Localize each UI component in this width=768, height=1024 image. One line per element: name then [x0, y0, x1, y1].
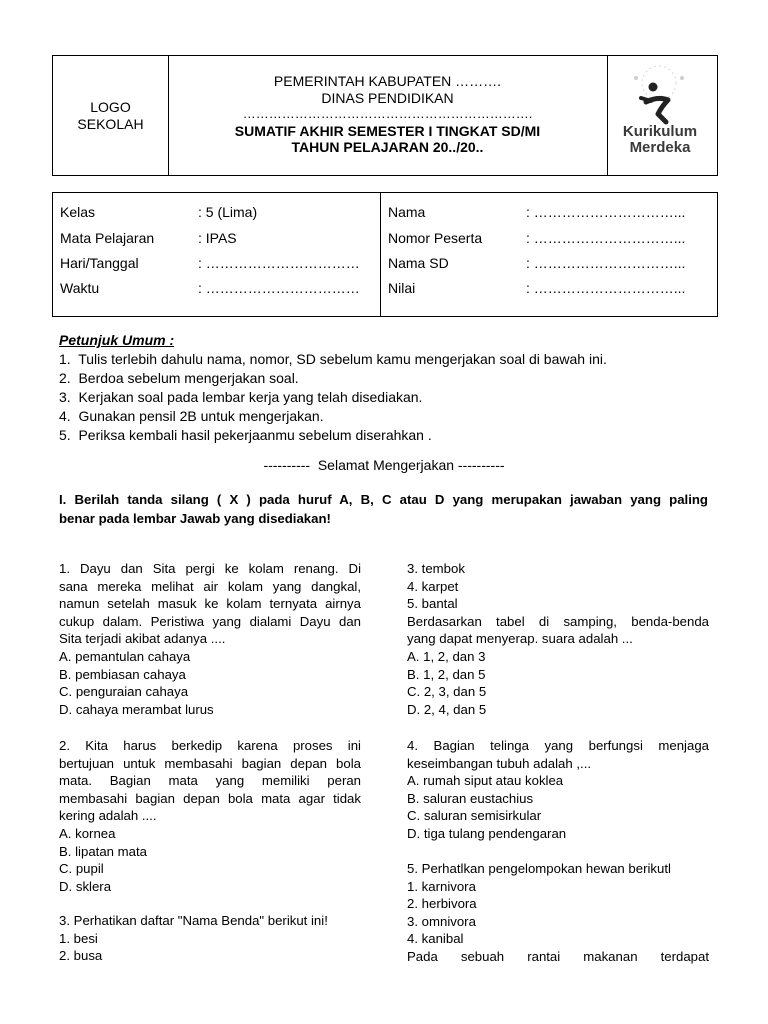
identity-label-waktu: Waktu [60, 280, 100, 296]
logo-label-line1: LOGO [90, 98, 131, 115]
dotted-line: …………………………………………………………. [242, 106, 533, 121]
q3-option-d: D. 2, 4, dan 5 [407, 701, 487, 717]
instruction-item: 1. Tulis terlebih dahulu nama, nomor, SD sebelum kamu mengerjakan soal di bawah ini. [59, 351, 607, 367]
kurikulum-merdeka-icon [608, 56, 717, 173]
header-title-block [169, 56, 606, 175]
question-3-continued [407, 560, 709, 718]
student-identity-box [52, 192, 718, 317]
q2-option-b: B. lipatan mata [59, 843, 147, 859]
q5-stem: 5. Perhatlkan pengelompokan hewan berikutl [407, 861, 671, 876]
government-line: PEMERINTAH KABUPATEN ………. [273, 73, 502, 89]
identity-label-nilai: Nilai [388, 280, 416, 296]
km-logo-word2: Merdeka [629, 139, 691, 156]
q4-line: 4. Bagian telinga yang berfungsi menjaga [407, 738, 709, 753]
question-2 [59, 737, 361, 895]
q3-option-a: A. 1, 2, dan 3 [407, 648, 486, 664]
identity-value-nilai: : …………………………... [526, 280, 686, 296]
q2-line: 2. Kita harus berkedip karena proses ini [59, 738, 361, 753]
question-5 [407, 860, 709, 966]
general-instructions [59, 331, 719, 445]
instruction-item: 2. Berdoa sebelum mengerjakan soal. [59, 370, 299, 386]
q1-line: namun setelah masuk ke kolam ternyata airnya [59, 596, 361, 612]
closing-greeting: ---------- Selamat Mengerjakan ---------- [263, 457, 505, 473]
identity-divider [380, 193, 381, 316]
q4-option-b: B. saluran eustachius [407, 790, 534, 806]
header-box [52, 55, 718, 176]
section-one-heading-line1: I. Berilah tanda silang ( X ) pada huruf A, B, C atau D yang merupakan jawaban yang paling [59, 492, 708, 507]
q2-option-d: D. sklera [59, 878, 112, 894]
q2-option-c: C. pupil [59, 861, 104, 877]
q5-item: 3. omnivora [407, 913, 476, 929]
km-logo-word1: Kurikulum [622, 123, 698, 140]
q2-line: membasahi bagian depan bola mata agar tidak [59, 790, 361, 806]
q4-option-c: C. saluran semisirkular [407, 808, 542, 824]
q3-item: 2. busa [59, 948, 103, 964]
q5-item: 4. kanibal [407, 931, 464, 947]
q1-line: sana mereka melihat air kolam yang dangkal, [59, 578, 361, 594]
q3-item: 3. tembok [407, 561, 465, 576]
instruction-item: 4. Gunakan pensil 2B untuk mengerjakan. [59, 408, 324, 424]
identity-value-kelas: : 5 (Lima) [198, 204, 258, 220]
identity-label-kelas: Kelas [60, 204, 96, 220]
academic-year: TAHUN PELAJARAN 20../20.. [291, 139, 484, 155]
identity-label-mapel: Mata Pelajaran [60, 230, 155, 246]
q3-item: 5. bantal [407, 596, 458, 612]
instruction-item: 3. Kerjakan soal pada lembar kerja yang telah disediakan. [59, 389, 423, 405]
identity-value-nama-sd: : …………………………... [526, 255, 686, 271]
q2-line: mata. Bagian mata yang memiliki peran [59, 773, 361, 789]
logo-label-line2: SEKOLAH [77, 115, 144, 132]
q5-trailing-line: Pada sebuah rantai makanan terdapat [407, 948, 709, 964]
identity-value-nama: : …………………………... [526, 204, 686, 220]
q1-option-d: D. cahaya merambat lurus [59, 701, 214, 717]
kurikulum-merdeka-logo [607, 56, 717, 175]
question-4 [407, 737, 709, 843]
q1-line: cukup dalam. Peristiwa yang dialami Dayu dan [59, 613, 361, 629]
department-line: DINAS PENDIDIKAN [321, 89, 454, 106]
q1-line: 1. Dayu dan Sita pergi ke kolam renang. Di [59, 561, 361, 576]
instructions-title: Petunjuk Umum : [59, 332, 175, 348]
instruction-item: 5. Periksa kembali hasil pekerjaanmu sebelum diserahkan . [59, 427, 432, 443]
q3-option-b: B. 1, 2, dan 5 [407, 666, 486, 682]
section-one-heading [59, 490, 708, 528]
school-logo-placeholder [53, 56, 169, 175]
q1-option-a: A. pemantulan cahaya [59, 648, 191, 664]
q2-option-a: A. kornea [59, 825, 116, 841]
q3-item: 1. besi [59, 930, 98, 946]
identity-label-nama-sd: Nama SD [388, 255, 449, 271]
q2-line: kering adalah .... [59, 808, 157, 824]
q3-item: 4. karpet [407, 578, 459, 594]
q1-line: Sita terjadi akibat adanya .... [59, 631, 226, 647]
section-one-heading-line2: benar pada lembar Jawab yang disediakan! [59, 511, 331, 526]
identity-value-waktu: : …………………………… [198, 280, 360, 296]
identity-label-nomor: Nomor Peserta [388, 230, 483, 246]
q1-option-b: B. pembiasan cahaya [59, 666, 186, 682]
q3-option-c: C. 2, 3, dan 5 [407, 684, 487, 700]
q3-stem-line: yang dapat menyerap. suara adalah ... [407, 631, 633, 647]
identity-label-nama: Nama [388, 204, 426, 220]
q4-line: keseimbangan tubuh adalah ,... [407, 755, 592, 771]
q4-option-d: D. tiga tulang pendengaran [407, 825, 567, 841]
q5-item: 2. herbivora [407, 896, 477, 912]
q1-option-c: C. penguraian cahaya [59, 684, 189, 700]
q3-stem: 3. Perhatikan daftar "Nama Benda" berikut ini! [59, 913, 328, 928]
identity-value-hari: : …………………………… [198, 255, 360, 271]
identity-value-nomor: : …………………………... [526, 230, 686, 246]
question-1 [59, 560, 361, 718]
q2-line: bertujuan untuk membasahi bagian depan bola [59, 755, 361, 771]
identity-value-mapel: : IPAS [198, 230, 237, 246]
q4-option-a: A. rumah siput atau koklea [407, 773, 564, 789]
question-3-start [59, 912, 361, 965]
q5-item: 1. karnivora [407, 878, 476, 894]
identity-label-hari: Hari/Tanggal [60, 255, 139, 271]
exam-title: SUMATIF AKHIR SEMESTER I TINGKAT SD/MI [234, 122, 541, 139]
q3-stem-line: Berdasarkan tabel di samping, benda-benda [407, 613, 709, 629]
